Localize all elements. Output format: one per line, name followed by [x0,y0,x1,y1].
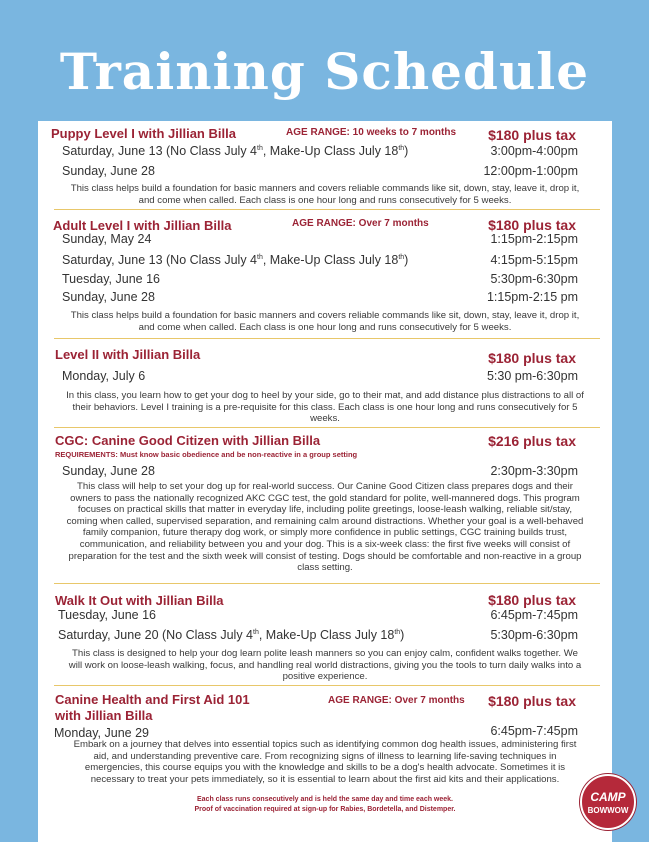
price-adult: $180 plus tax [488,217,576,233]
schedule-row [38,608,612,628]
section-divider [54,685,600,686]
schedule-date: Sunday, June 28 [62,290,155,304]
schedule-time: 5:30 pm-6:30pm [486,369,578,383]
schedule-date: Sunday, May 24 [62,232,152,246]
schedule-date: Saturday, June 13 (No Class July 4th, Make-Up Class July 18th) [62,144,409,158]
schedule-time: 12:00pm-1:00pm [483,164,578,178]
schedule-date: Saturday, June 13 (No Class July 4th, Make-Up Class July 18th) [62,253,409,267]
schedule-time: 3:00pm-4:00pm [490,144,578,158]
schedule-date: Tuesday, June 16 [58,608,156,622]
schedule-date: Monday, July 6 [62,369,146,383]
schedule-row [38,164,612,184]
schedule-row [38,253,612,273]
schedule-row [38,272,612,292]
price-walk-it-out: $180 plus tax [488,592,576,608]
schedule-time: 5:30pm-6:30pm [490,628,578,642]
class-title-adult-level-1: Adult Level I with Jillian Billa [53,218,232,233]
section-divider [54,427,600,428]
schedule-row [38,290,612,310]
class-description-level-2: In this class, you learn how to get your dog to heel by your side, go to their mat, and add distance plus distractions to all of their behaviors. Level I training is a pre-requisite for this class. Each class is one hour long and runs consecutively for 5 weeks. [66,390,584,425]
age-range-adult: AGE RANGE: Over 7 months [292,218,429,229]
age-range-puppy: AGE RANGE: 10 weeks to 7 months [286,127,457,138]
page-title: Training Schedule [59,42,590,101]
price-puppy: $180 plus tax [488,127,576,143]
schedule-row [38,232,612,252]
footer-note-vaccination: Proof of vaccination required at sign-up for Rabies, Bordetella, and Distemper. [194,806,456,813]
schedule-time: 1:15pm-2:15pm [490,232,578,246]
schedule-date: Sunday, June 28 [62,164,155,178]
class-description-walk-it-out: This class is designed to help your dog learn polite leash manners so you can enjoy calm, confident walks together. We will work on loose-leash walking, focus, and handling real world distractions, giving you the tools to turn daily walks into a positive experience. [68,648,582,683]
class-title-walk-it-out: Walk It Out with Jillian Billa [55,593,224,608]
section-divider [54,209,600,210]
footer-note-schedule: Each class runs consecutively and is held the same day and time each week. [197,796,453,803]
schedule-time: 6:45pm-7:45pm [490,608,578,622]
class-title-level-2: Level II with Jillian Billa [55,347,201,362]
schedule-date: Tuesday, June 16 [62,272,160,286]
schedule-row [38,628,612,648]
logo-text-bowwow: BOWWOW [587,806,629,815]
schedule-row [38,144,612,164]
schedule-time: 1:15pm-2:15 pm [486,290,578,304]
section-divider [54,338,600,339]
class-description-puppy: This class helps build a foundation for basic manners and covers reliable commands like sit, down, stay, leave it, drop it, and come when called. Each class is one hour long and runs consecutively for 5 weeks. [70,183,580,206]
class-description-cgc: This class will help to set your dog up for real-world success. Our Canine Good Citizen class prepares dogs and their owners to pass the nationally recognized AKC CGC test, the gold standard for polite, well-mannered dogs. This program focuses on practical skills that matter in everyday life, including polite greetings, loose-leash walking, reliable sit/stay, coming when called, supervised separation, and remaining calm around distractions. Whether your goal is a well-behaved family companion, future therapy dog work, or simply more confidence in public settings, CGC training builds trust, communication, and reliability between you and your dog. This is a six-week class: the first five weeks will consist of preparation for the test and the sixth week will consist of testing. Dogs should be comfortable and non-reactive in a group class setting. [66,481,584,574]
price-cgc: $216 plus tax [488,433,576,449]
schedule-panel [38,121,612,842]
requirements-cgc: REQUIREMENTS: Must know basic obedience and be non-reactive in a group setting [55,450,358,459]
class-title-cgc: CGC: Canine Good Citizen with Jillian Billa [55,433,321,448]
price-first-aid: $180 plus tax [488,693,576,709]
schedule-time: 2:30pm-3:30pm [490,464,578,478]
schedule-date: Sunday, June 28 [62,464,155,478]
logo-text-camp: CAMP [590,790,626,804]
class-title-first-aid-line-2: with Jillian Billa [55,708,153,723]
age-range-first-aid: AGE RANGE: Over 7 months [328,695,465,706]
schedule-time: 5:30pm-6:30pm [490,272,578,286]
class-description-adult: This class helps build a foundation for basic manners and covers reliable commands like sit, down, stay, leave it, drop it, and come when called. Each class is one hour long and runs consecutively for 5 weeks. [70,310,580,333]
schedule-time: 6:45pm-7:45pm [490,724,578,738]
class-description-first-aid: Embark on a journey that delves into essential topics such as identifying common dog health issues, administering first aid, and understanding preventive care. From recognizing signs of illness to learning life-saving techniques in emergencies, this course equips you with the knowledge and skills to be a dog's health advocate. Sometimes it is necessary to treat your pets immediately, so it is essential to learn about the first aid kits and their applications. [73,739,577,785]
schedule-date: Monday, June 29 [54,726,149,740]
camp-bowwow-logo [580,774,636,830]
schedule-time: 4:15pm-5:15pm [490,253,578,267]
schedule-date: Saturday, June 20 (No Class July 4th, Make-Up Class July 18th) [58,628,405,642]
section-divider [54,583,600,584]
price-level-2: $180 plus tax [488,350,576,366]
class-title-puppy-level-1: Puppy Level I with Jillian Billa [51,126,236,141]
class-title-first-aid-line-1: Canine Health and First Aid 101 [55,692,250,707]
schedule-row [38,369,612,389]
